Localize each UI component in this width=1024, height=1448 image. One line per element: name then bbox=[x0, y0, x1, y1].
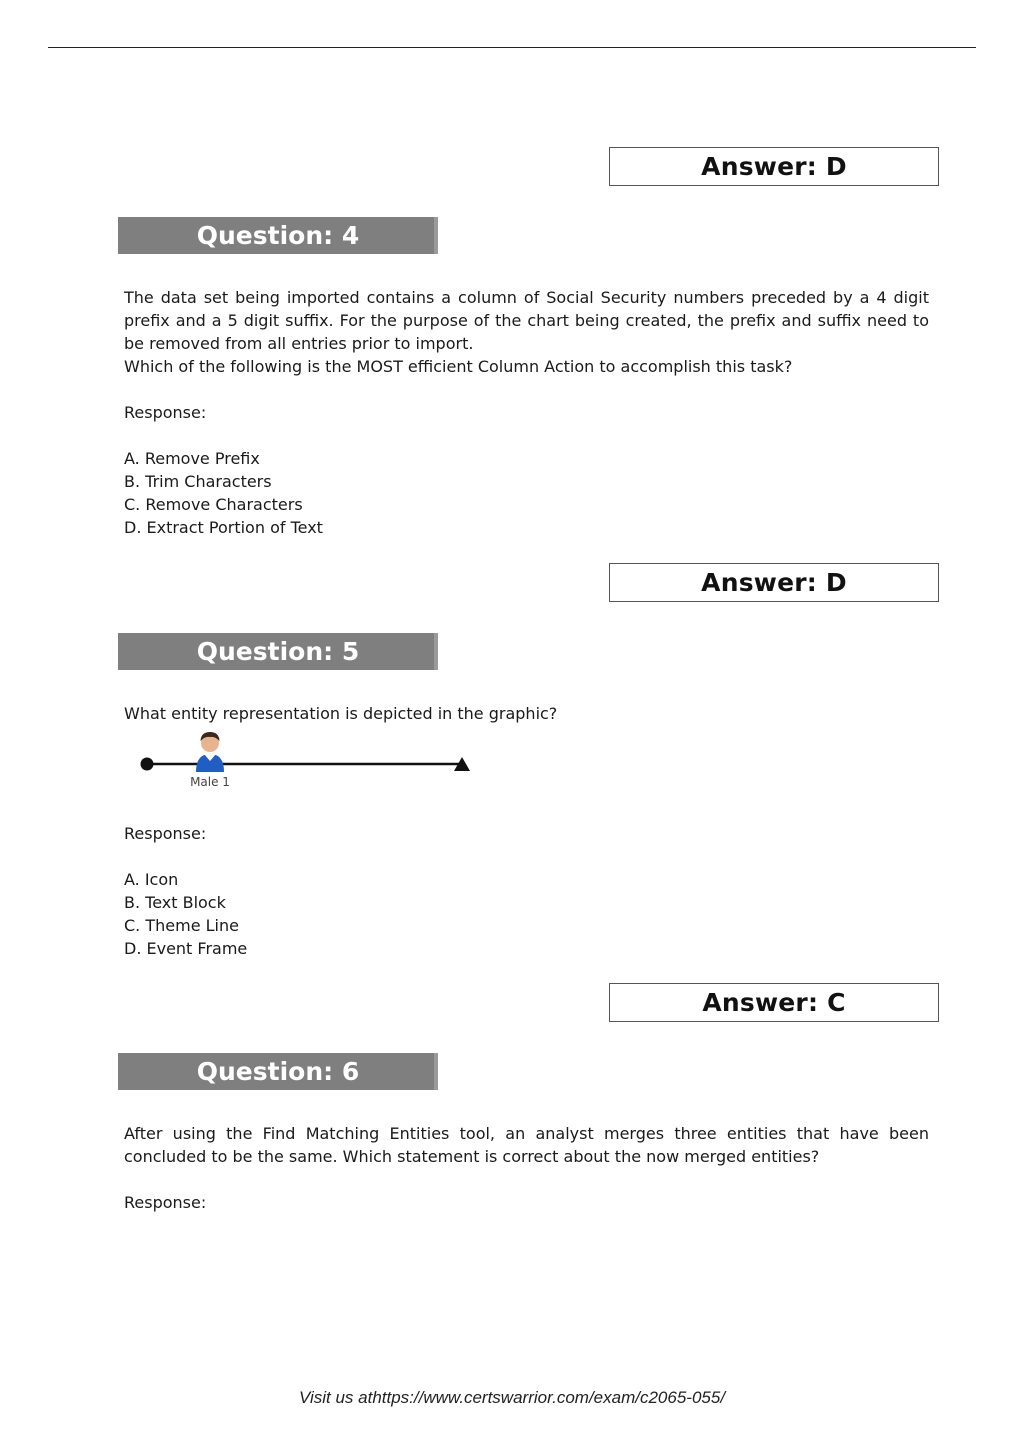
answer-box-q5: Answer: C bbox=[609, 983, 939, 1022]
line-start-dot bbox=[141, 758, 154, 771]
question-4-prompt: Which of the following is the MOST efficient Column Action to accomplish this task? bbox=[124, 357, 793, 376]
option-c: C. Remove Characters bbox=[124, 495, 303, 514]
question-4-options bbox=[124, 447, 929, 539]
answer-box-q4: Answer: D bbox=[609, 563, 939, 602]
question-6-response-label: Response: bbox=[124, 1193, 207, 1212]
question-4-response-label: Response: bbox=[124, 403, 207, 422]
answer-box-q3: Answer: D bbox=[609, 147, 939, 186]
question-6-header: Question: 6 bbox=[118, 1053, 438, 1090]
option-a: A. Remove Prefix bbox=[124, 449, 260, 468]
question-4-body bbox=[124, 286, 929, 378]
question-5-response-label: Response: bbox=[124, 824, 207, 843]
option-b: B. Text Block bbox=[124, 893, 226, 912]
question-5-header: Question: 5 bbox=[118, 633, 438, 670]
question-5-options bbox=[124, 868, 929, 960]
question-6-paragraph: After using the Find Matching Entities tool, an analyst merges three entities that have been concluded to be the same. Which statement is correct about the now merged entities? bbox=[124, 1124, 929, 1166]
option-c: C. Theme Line bbox=[124, 916, 239, 935]
option-d: D. Extract Portion of Text bbox=[124, 518, 323, 537]
option-d: D. Event Frame bbox=[124, 939, 248, 958]
entity-label: Male 1 bbox=[190, 775, 230, 789]
option-a: A. Icon bbox=[124, 870, 179, 889]
question-4-header: Question: 4 bbox=[118, 217, 438, 254]
question-5-prompt: What entity representation is depicted in the graphic? bbox=[124, 704, 558, 723]
question-4-paragraph: The data set being imported contains a column of Social Security numbers preceded by a 4 digit prefix and a 5 digit suffix. For the purpose of the chart being created, the prefix and suffix need to be removed from all entries prior to import. bbox=[124, 288, 929, 353]
header-divider bbox=[48, 47, 976, 48]
option-b: B. Trim Characters bbox=[124, 472, 272, 491]
male-person-icon bbox=[196, 732, 224, 772]
footer-link[interactable]: Visit us athttps://www.certswarrior.com/exam/c2065-055/ bbox=[298, 1388, 726, 1407]
theme-line-graphic bbox=[136, 728, 476, 794]
